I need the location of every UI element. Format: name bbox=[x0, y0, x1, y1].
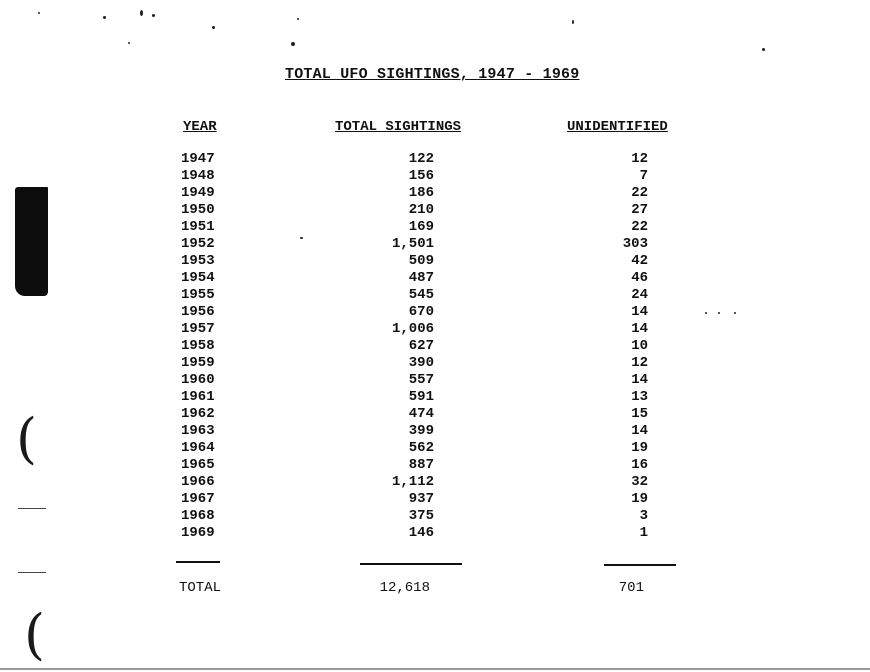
year-cell: 1963 bbox=[181, 423, 215, 439]
unidentified-cell: 27 bbox=[631, 202, 648, 218]
year-cell: 1967 bbox=[181, 491, 215, 507]
year-cell: 1966 bbox=[181, 474, 215, 490]
scan-speck bbox=[212, 26, 215, 29]
unidentified-cell: 303 bbox=[622, 236, 648, 252]
unidentified-cell: 24 bbox=[631, 287, 648, 303]
year-cell: 1948 bbox=[181, 168, 215, 184]
year-cell: 1965 bbox=[181, 457, 215, 473]
total-sightings-cell: 146 bbox=[408, 525, 434, 541]
total-sightings-cell: 509 bbox=[408, 253, 434, 269]
column-header-total-sightings: TOTAL SIGHTINGS bbox=[335, 119, 462, 135]
table-row bbox=[0, 253, 870, 270]
scan-speck bbox=[38, 12, 40, 14]
table-row bbox=[0, 491, 870, 508]
unidentified-cell: 14 bbox=[631, 372, 648, 388]
unidentified-cell: 19 bbox=[631, 491, 648, 507]
table-row bbox=[0, 389, 870, 406]
total-sightings-cell: 399 bbox=[408, 423, 434, 439]
total-sightings-cell: 210 bbox=[408, 202, 434, 218]
sightings-table bbox=[0, 151, 870, 542]
scan-speck bbox=[297, 18, 299, 20]
total-sightings-cell: 375 bbox=[408, 508, 434, 524]
unidentified-cell: 46 bbox=[631, 270, 648, 286]
scan-speck bbox=[572, 20, 574, 24]
table-row bbox=[0, 270, 870, 287]
unidentified-cell: 19 bbox=[631, 440, 648, 456]
unidentified-cell: 14 bbox=[631, 423, 648, 439]
unidentified-cell: 32 bbox=[631, 474, 648, 490]
total-sightings-cell: 591 bbox=[408, 389, 434, 405]
unidentified-cell: 1 bbox=[639, 525, 648, 541]
total-sightings-cell: 487 bbox=[408, 270, 434, 286]
total-sightings-cell: 670 bbox=[408, 304, 434, 320]
scan-speck bbox=[291, 42, 295, 46]
table-row bbox=[0, 457, 870, 474]
table-row bbox=[0, 202, 870, 219]
table-row bbox=[0, 406, 870, 423]
table-row bbox=[0, 236, 870, 253]
table-row bbox=[0, 508, 870, 525]
table-row bbox=[0, 168, 870, 185]
year-cell: 1961 bbox=[181, 389, 215, 405]
table-row bbox=[0, 151, 870, 168]
unidentified-cell: 3 bbox=[639, 508, 648, 524]
unidentified-cell: 12 bbox=[631, 151, 648, 167]
unidentified-cell: 22 bbox=[631, 185, 648, 201]
year-cell: 1951 bbox=[181, 219, 215, 235]
scan-speck bbox=[128, 42, 130, 44]
year-cell: 1959 bbox=[181, 355, 215, 371]
total-sightings-cell: 122 bbox=[408, 151, 434, 167]
scan-binding-mark: ( bbox=[24, 603, 46, 666]
total-unidentified-sum: 701 bbox=[618, 580, 644, 596]
total-sightings-cell: 887 bbox=[408, 457, 434, 473]
table-row bbox=[0, 372, 870, 389]
year-cell: 1956 bbox=[181, 304, 215, 320]
table-row bbox=[0, 440, 870, 457]
year-cell: 1949 bbox=[181, 185, 215, 201]
year-cell: 1968 bbox=[181, 508, 215, 524]
column-header-unidentified: UNIDENTIFIED bbox=[567, 119, 668, 135]
year-cell: 1964 bbox=[181, 440, 215, 456]
unidentified-cell: 14 bbox=[631, 321, 648, 337]
table-row bbox=[0, 321, 870, 338]
table-row bbox=[0, 338, 870, 355]
unidentified-cell: 13 bbox=[631, 389, 648, 405]
unidentified-cell: 16 bbox=[631, 457, 648, 473]
year-cell: 1962 bbox=[181, 406, 215, 422]
scan-speck bbox=[140, 10, 143, 16]
unidentified-cell: 22 bbox=[631, 219, 648, 235]
unidentified-cell: 15 bbox=[631, 406, 648, 422]
scan-speck bbox=[103, 16, 106, 19]
table-row bbox=[0, 525, 870, 542]
table-row bbox=[0, 304, 870, 321]
year-cell: 1953 bbox=[181, 253, 215, 269]
total-rule bbox=[604, 564, 676, 566]
year-cell: 1954 bbox=[181, 270, 215, 286]
total-sightings-cell: 557 bbox=[408, 372, 434, 388]
year-cell: 1960 bbox=[181, 372, 215, 388]
year-cell: 1969 bbox=[181, 525, 215, 541]
total-sightings-cell: 1,501 bbox=[391, 236, 434, 252]
total-sightings-cell: 1,006 bbox=[391, 321, 434, 337]
year-cell: 1947 bbox=[181, 151, 215, 167]
scan-margin-dash bbox=[18, 572, 46, 573]
column-header-year: YEAR bbox=[183, 119, 217, 135]
scan-speck bbox=[762, 48, 765, 51]
total-sightings-cell: 937 bbox=[408, 491, 434, 507]
year-cell: 1955 bbox=[181, 287, 215, 303]
table-row bbox=[0, 219, 870, 236]
document-title: TOTAL UFO SIGHTINGS, 1947 - 1969 bbox=[285, 66, 580, 83]
table-row bbox=[0, 287, 870, 304]
table-row bbox=[0, 355, 870, 372]
total-sightings-cell: 156 bbox=[408, 168, 434, 184]
total-sightings-cell: 562 bbox=[408, 440, 434, 456]
total-label: TOTAL bbox=[179, 580, 222, 596]
table-row bbox=[0, 423, 870, 440]
page-bottom-edge bbox=[0, 668, 870, 670]
unidentified-cell: 7 bbox=[639, 168, 648, 184]
total-sightings-cell: 474 bbox=[408, 406, 434, 422]
year-cell: 1952 bbox=[181, 236, 215, 252]
total-rule bbox=[360, 563, 462, 565]
table-row bbox=[0, 185, 870, 202]
total-sightings-cell: 627 bbox=[408, 338, 434, 354]
unidentified-cell: 42 bbox=[631, 253, 648, 269]
total-rule bbox=[176, 561, 220, 563]
year-cell: 1950 bbox=[181, 202, 215, 218]
total-sightings-sum: 12,618 bbox=[379, 580, 430, 596]
total-sightings-cell: 169 bbox=[408, 219, 434, 235]
total-sightings-cell: 545 bbox=[408, 287, 434, 303]
unidentified-cell: 10 bbox=[631, 338, 648, 354]
unidentified-cell: 14 bbox=[631, 304, 648, 320]
year-cell: 1958 bbox=[181, 338, 215, 354]
scan-binding-mark: ( bbox=[16, 407, 38, 470]
table-row bbox=[0, 474, 870, 491]
scan-speck bbox=[152, 14, 155, 17]
year-cell: 1957 bbox=[181, 321, 215, 337]
total-sightings-cell: 1,112 bbox=[391, 474, 434, 490]
unidentified-cell: 12 bbox=[631, 355, 648, 371]
total-sightings-cell: 390 bbox=[408, 355, 434, 371]
total-sightings-cell: 186 bbox=[408, 185, 434, 201]
